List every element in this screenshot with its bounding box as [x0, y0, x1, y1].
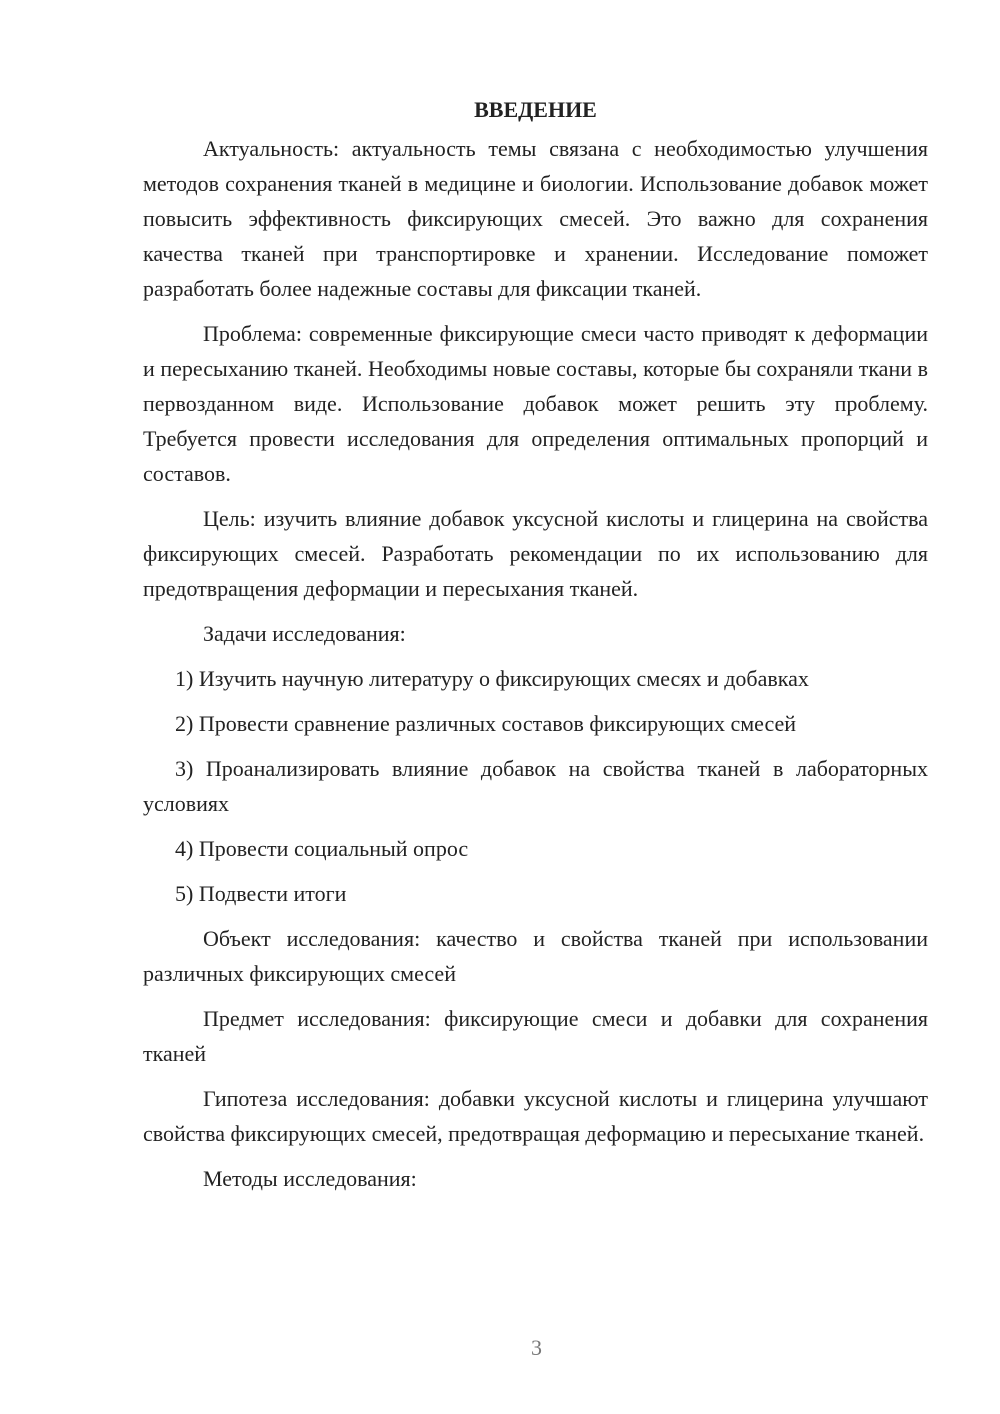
- task-item: 2) Провести сравнение различных составов фиксирующих смесей: [175, 711, 797, 736]
- task-item: 3) Проанализировать влияние добавок на свойства тканей в лабораторных условиях: [143, 756, 928, 816]
- page-number: 3: [531, 1335, 542, 1360]
- task-item: 1) Изучить научную литературу о фиксирующих смесях и добавках: [175, 666, 809, 691]
- problem-paragraph: Проблема: современные фиксирующие смеси часто приводят к деформации и пересыханию тканей. Необходимы новые составы, которые бы сохраняли ткани в первозданном виде. Использование добавок может решить эту проблему. Требуется провести исследования для определения оптимальных пропорций и составов.: [143, 321, 928, 486]
- object-paragraph: Объект исследования: качество и свойства тканей при использовании различных фиксирующих смесей: [143, 926, 928, 986]
- document-page: [143, 95, 928, 1196]
- hypothesis-paragraph: Гипотеза исследования: добавки уксусной кислоты и глицерина улучшают свойства фиксирующих смесей, предотвращая деформацию и пересыхание тканей.: [143, 1086, 928, 1146]
- methods-paragraph: Методы исследования:: [203, 1166, 417, 1191]
- section-heading: ВВЕДЕНИЕ: [474, 97, 597, 122]
- goal-paragraph: Цель: изучить влияние добавок уксусной кислоты и глицерина на свойства фиксирующих смесей. Разработать рекомендации по их использованию для предотвращения деформации и пересыхания тканей.: [143, 506, 928, 601]
- task-item: 4) Провести социальный опрос: [175, 836, 469, 861]
- tasks-list: [143, 661, 928, 911]
- tasks-intro: Задачи исследования:: [203, 621, 406, 646]
- relevance-paragraph: Актуальность: актуальность темы связана с необходимостью улучшения методов сохранения тканей в медицине и биологии. Использование добавок может повысить эффективность фиксирующих смесей. Это важно для сохранения качества тканей при транспортировке и хранении. Исследование поможет разработать более надежные составы для фиксации тканей.: [143, 136, 928, 301]
- task-item: 5) Подвести итоги: [175, 881, 347, 906]
- subject-paragraph: Предмет исследования: фиксирующие смеси и добавки для сохранения тканей: [143, 1006, 928, 1066]
